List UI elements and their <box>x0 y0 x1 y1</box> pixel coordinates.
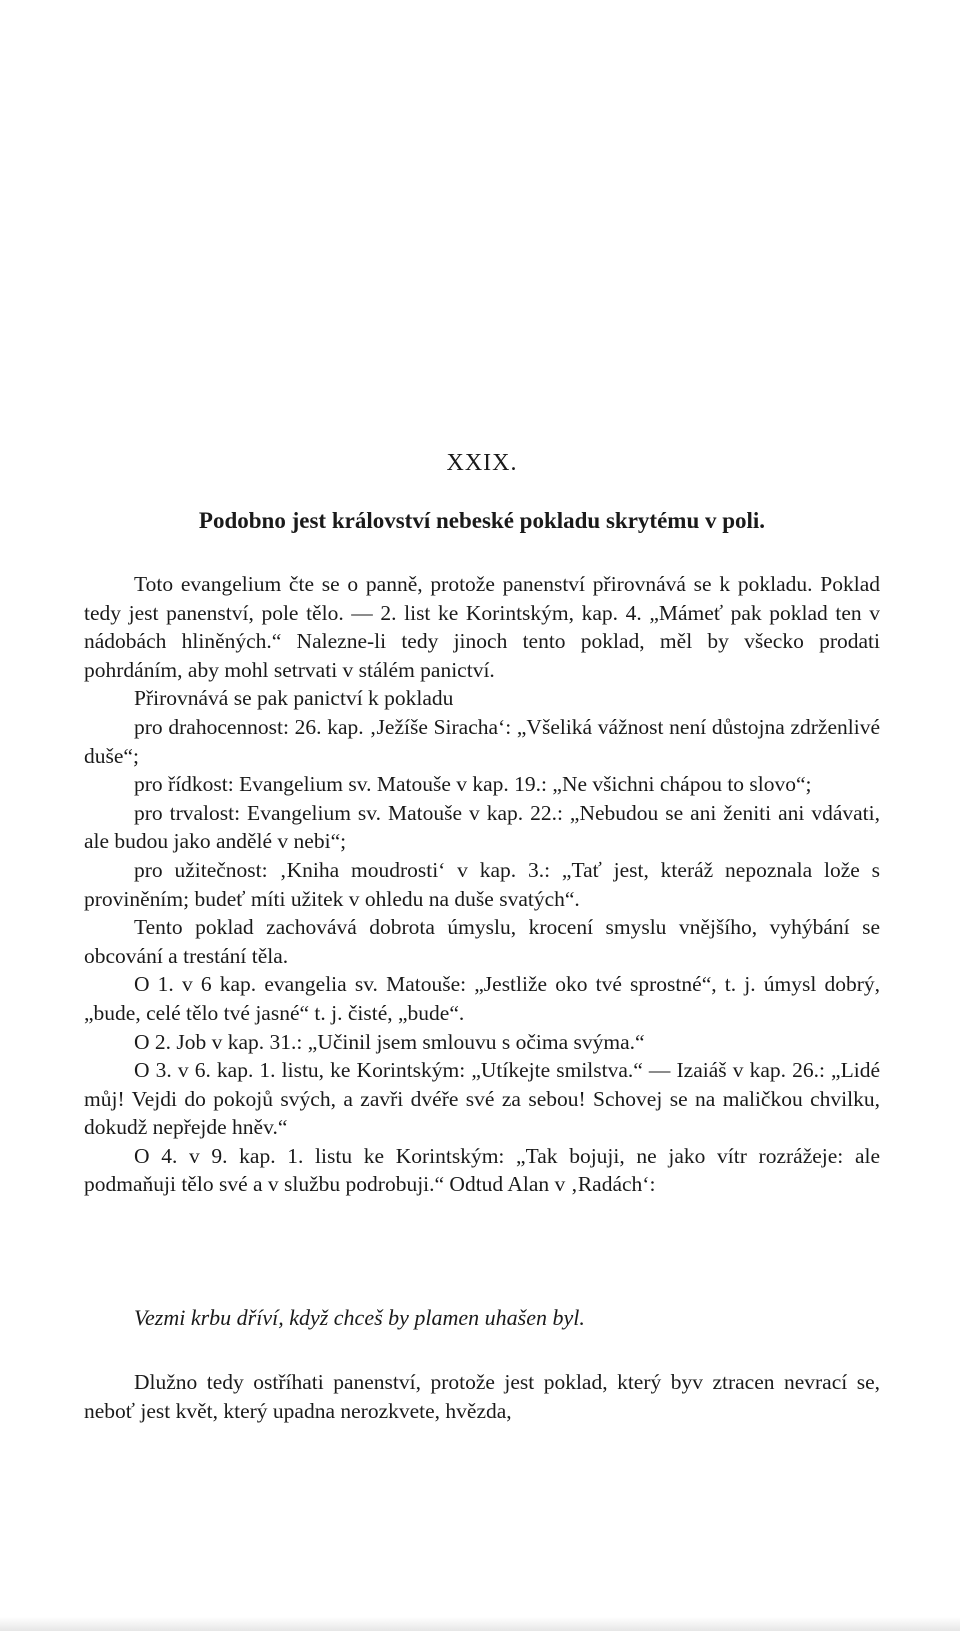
paragraph: O 1. v 6 kap. evangelia sv. Matouše: „Jestliže oko tvé sprostné“, t. j. úmysl dobrý, „bude, celé tělo tvé jasné“ t. j. čisté, „bude“. <box>84 972 880 1025</box>
chapter-heading: Podobno jest království nebeské pokladu skrytému v poli. <box>198 508 766 533</box>
paragraph: pro řídkost: Evangelium sv. Matouše v kap. 19.: „Ne všichni chápou to slovo“; <box>134 772 812 797</box>
paragraph: pro užitečnost: ‚Kniha moudrosti‘ v kap. 3.: „Tať jest, kteráž nepoznala lože s proviněním; budeť míti užitek v ohledu na duše svatých“. <box>84 857 880 911</box>
book-page <box>84 0 880 1631</box>
paragraph: Toto evangelium čte se o panně, protože panenství přirovnává se k pokladu. Poklad tedy jest panenství, pole tělo. — 2. list ke Korintským, kap. 4. „Mámeť pak poklad ten v nádobách hliněných.“ Nalezne-li tedy jinoch tento poklad, měl by všecko prodati pohrdáním, aby mohl setrvati v stálém panictví. <box>84 572 880 682</box>
chapter-number: XXIX. <box>446 450 518 476</box>
paragraph: Přirovnává se pak panictví k pokladu <box>134 686 454 711</box>
body-text <box>84 570 880 1199</box>
paragraph: O 4. v 9. kap. 1. listu ke Korintským: „Tak bojuji, ne jako vítr rozrážeje: ale podmaňuji tělo své a v službu podrobuji.“ Odtud Alan v ‚Radách‘: <box>84 1143 880 1197</box>
paragraph: pro drahocennost: 26. kap. ‚Ježíše Siracha‘: „Všeliká vážnost není důstojna zdrženlivé duše“; <box>84 714 880 768</box>
verse-quote: Vezmi krbu dříví, když chceš by plamen uhašen byl. <box>134 1305 585 1330</box>
paragraph: O 3. v 6. kap. 1. listu, ke Korintským: „Utíkejte smilstva.“ — Izaiáš v kap. 26.: „Lidé můj! Vejdi do pokojů svých, a zavři dvéře své za sebou! Schovej se na maličkou chvilku, dokudž nepřejde hněv.“ <box>84 1058 880 1140</box>
paragraph: Tento poklad zachovává dobrota úmyslu, krocení smyslu vnějšího, vyhýbání se obcování a trestání těla. <box>84 915 880 968</box>
page-edge <box>0 1617 960 1631</box>
paragraph: pro trvalost: Evangelium sv. Matouše v kap. 22.: „Nebudou se ani ženiti ani vdávati, ale budou jako andělé v nebi“; <box>84 800 880 854</box>
paragraph: Dlužno tedy ostříhati panenství, protože jest poklad, který byv ztracen nevrací se, neboť jest květ, který upadna nerozkvete, hvězda, <box>84 1370 880 1423</box>
closing-text <box>84 1368 880 1425</box>
paragraph: O 2. Job v kap. 31.: „Učinil jsem smlouvu s očima svýma.“ <box>134 1029 645 1054</box>
